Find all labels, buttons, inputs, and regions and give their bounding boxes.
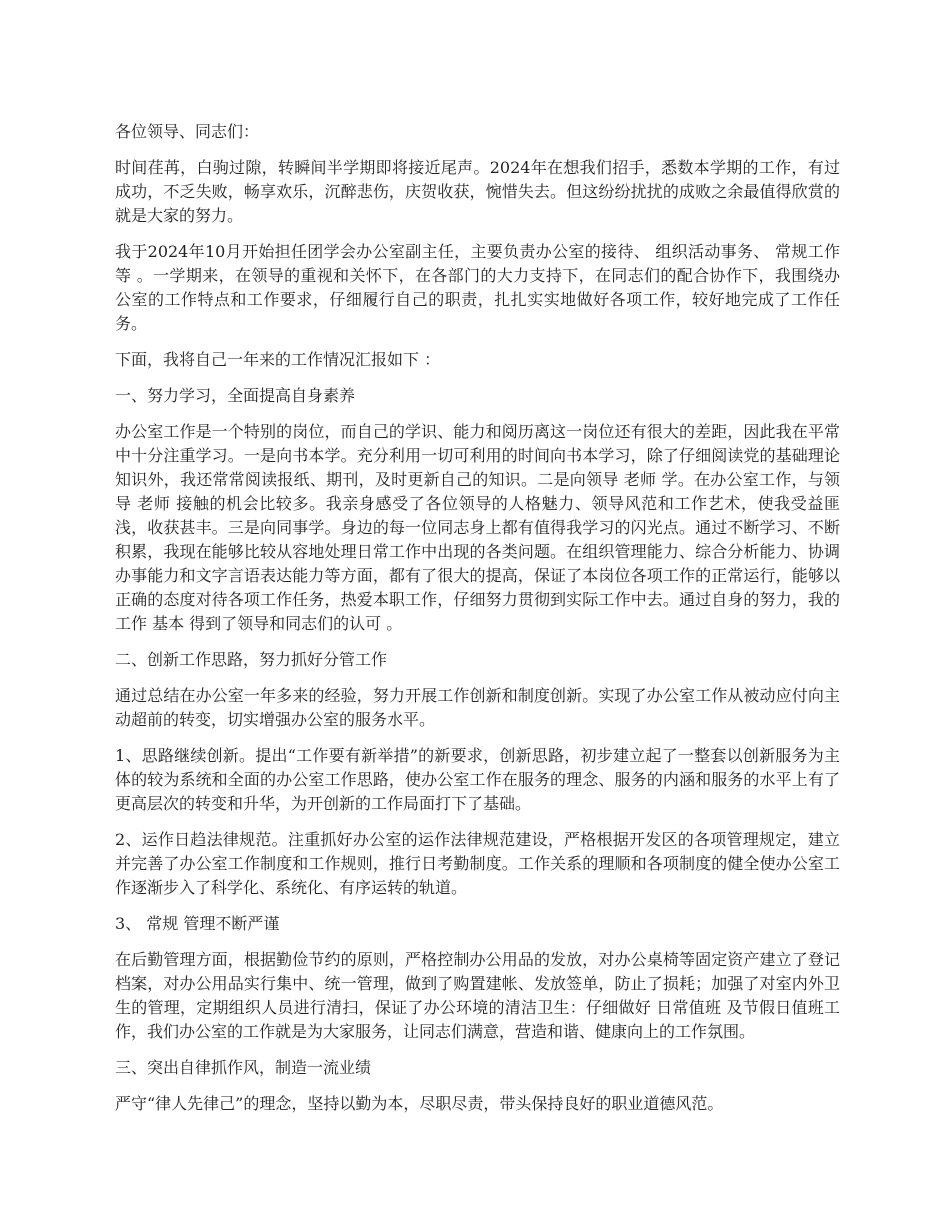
section-1-paragraph: 办公室工作是一个特别的岗位，而自己的学识、能力和阅历离这一岗位还有很大的差距，因此我在平常中十分注重学习。一是向书本学。充分利用一切可利用的时间向书本学习，除了仔细阅读党的基础理论知识外，我还常常阅读报纸、期刊，及时更新自己的知识。二是向领导 老师 学。在办公室工作，与领导 老师 接触的机会比较多。我亲身感受了各位领导的人格魅力、领导风范和工作艺术，使我受益匪浅，收获甚丰。三是向同事学。身边的每一位同志身上都有值得我学习的闪光点。通过不断学习、不断积累，我现在能够比较从容地处理日常工作中出现的各类问题。在组织管理能力、综合分析能力、协调办事能力和文字言语表达能力等方面，都有了很大的提高，保证了本岗位各项工作的正常运行，能够以正确的态度对待各项工作任务，热爱本职工作，仔细努力贯彻到实际工作中去。通过自身的努力，我的工作 基本 得到了领导和同志们的认可 。: [115, 422, 840, 633]
document-body: [115, 120, 840, 1128]
intro-paragraph: 时间荏苒，白驹过隙，转瞬间半学期即将接近尾声。2024年在想我们招手，悉数本学期的工作，有过成功，不乏失败，畅享欢乐，沉醉悲伤，庆贺收获，惋惜失去。但这纷纷扰扰的成败之余最值得欣赏的就是大家的努力。: [115, 158, 840, 225]
salutation: 各位领导、同志们：: [115, 122, 260, 141]
role-paragraph: 我于2024年10月开始担任团学会办公室副主任，主要负责办公室的接待、 组织活动事务、 常规工作等 。一学期来，在领导的重视和关怀下，在各部门的大力支持下，在同志们的配合协作下，我围绕办公室的工作特点和工作要求，仔细履行自己的职责，扎扎实实地做好各项工作，较好地完成了工作任务。: [115, 242, 840, 333]
section-2-intro: 通过总结在办公室一年多来的经验，努力开展工作创新和制度创新。实现了办公室工作从被动应付向主动超前的转变，切实增强办公室的服务水平。: [115, 686, 840, 729]
section-2-item-1: 1、思路继续创新。提出“工作要有新举措”的新要求，创新思路，初步建立起了一整套以创新服务为主体的较为系统和全面的办公室工作思路，使办公室工作在服务的理念、服务的内涵和服务的水平上有了更高层次的转变和升华，为开创新的工作局面打下了基础。: [115, 746, 840, 813]
section-heading-2: 二、创新工作思路，努力抓好分管工作: [115, 650, 388, 669]
section-2-item-3-paragraph: 在后勤管理方面，根据勤俭节约的原则，严格控制办公用品的发放，对办公桌椅等固定资产建立了登记档案，对办公用品实行集中、统一管理，做到了购置建帐、发放签单，防止了损耗；加强了对室内外卫生的管理，定期组织人员进行清扫，保证了办公环境的清洁卫生：仔细做好 日常值班 及节假日值班工作，我们办公室的工作就是为大家服务，让同志们满意，营造和谐、健康向上的工作氛围。: [115, 950, 840, 1041]
section-heading-1: 一、努力学习，全面提高自身素养: [115, 386, 356, 405]
section-2-item-3-heading: 3、 常规 管理不断严谨: [115, 914, 280, 933]
section-heading-3: 三、突出自律抓作风，制造一流业绩: [115, 1058, 372, 1077]
section-3-paragraph: 严守“律人先律己”的理念，坚持以勤为本，尽职尽责，带头保持良好的职业道德风范。: [115, 1094, 724, 1113]
section-2-item-2: 2、运作日趋法律规范。注重抓好办公室的运作法律规范建设，严格根据开发区的各项管理规定，建立并完善了办公室工作制度和工作规则，推行日考勤制度。工作关系的理顺和各项制度的健全使办公室工作逐渐步入了科学化、系统化、有序运转的轨道。: [115, 830, 840, 897]
report-lead: 下面，我将自己一年来的工作情况汇报如下 ：: [115, 350, 441, 369]
